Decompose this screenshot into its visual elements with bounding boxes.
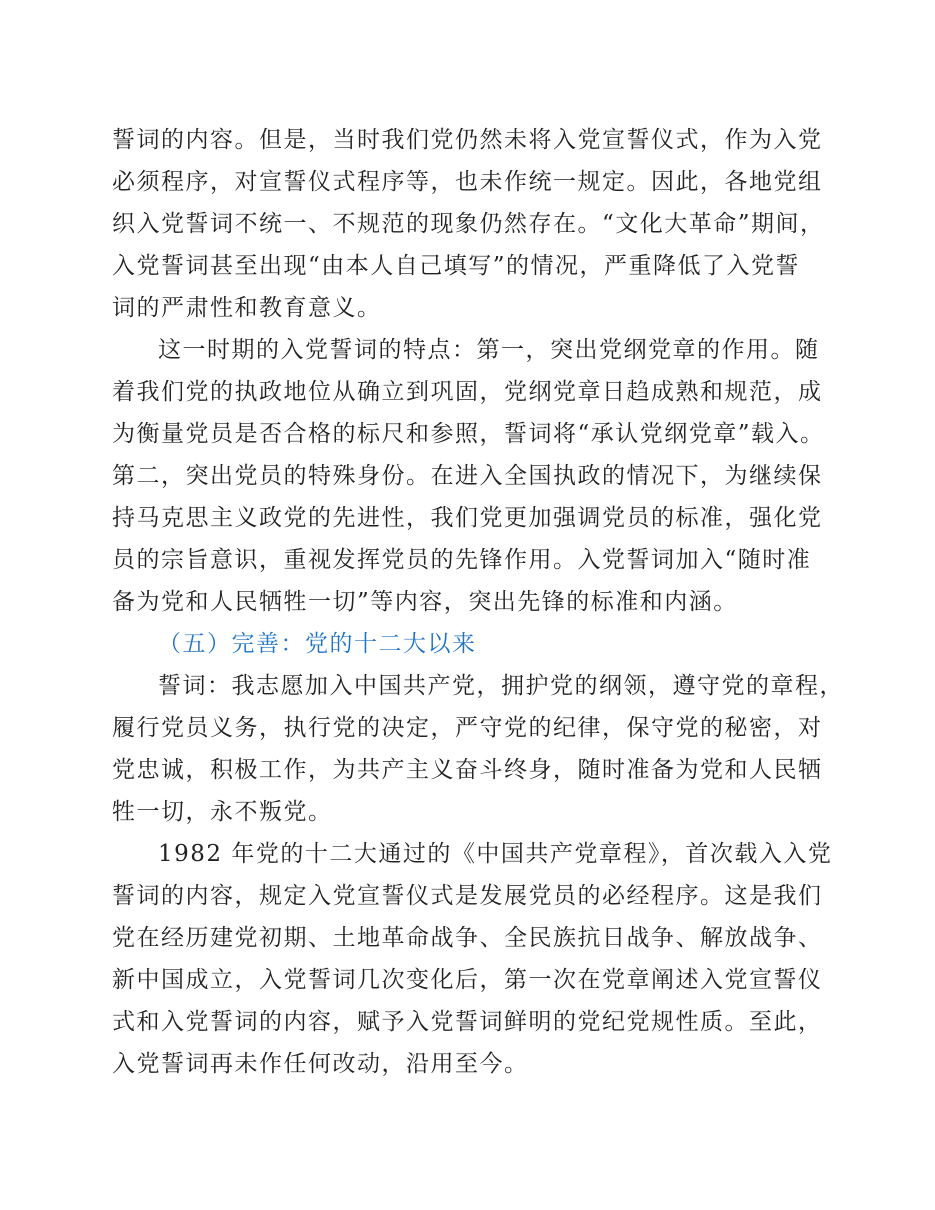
text-line: 新中国成立，入党誓词几次变化后，第一次在党章阐述入党宣誓仪 [112,967,823,993]
text-line: 必须程序，对宣誓仪式程序等，也未作统一规定。因此，各地党组 [112,169,823,195]
text-line: 誓词：我志愿加入中国共产党，拥护党的纲领，遵守党的章程， [158,673,844,699]
text-line: 员的宗旨意识，重视发挥党员的先锋作用。入党誓词加入“随时准 [112,547,812,573]
section-heading: （五）完善：党的十二大以来 [158,631,477,657]
text-line: 式和入党誓词的内容，赋予入党誓词鲜明的党纪党规性质。至此， [112,1009,823,1035]
text-line: 织入党誓词不统一、不规范的现象仍然存在。“文化大革命”期间， [112,211,825,237]
text-line: 备为党和人民牺牲一切”等内容，突出先锋的标准和内涵。 [112,589,738,615]
text-line: 持马克思主义政党的先进性，我们党更加强调党员的标准，强化党 [112,505,823,531]
text-line: 入党誓词再未作任何改动，沿用至今。 [112,1051,529,1077]
text-line: 着我们党的执政地位从确立到巩固，党纲党章日趋成熟和规范，成 [112,379,823,405]
text-line: 为衡量党员是否合格的标尺和参照，誓词将“承认党纲党章”载入。 [112,421,825,447]
text-line: 第二，突出党员的特殊身份。在进入全国执政的情况下，为继续保 [112,463,823,489]
text-line: 这一时期的入党誓词的特点：第一，突出党纲党章的作用。随 [158,337,820,363]
text-line: 誓词的内容。但是，当时我们党仍然未将入党宣誓仪式，作为入党 [112,127,823,153]
text-line: 党在经历建党初期、土地革命战争、全民族抗日战争、解放战争、 [112,925,823,951]
text-line: 党忠诚，积极工作，为共产主义奋斗终身，随时准备为党和人民牺 [112,757,823,783]
text-line: 词的严肃性和教育意义。 [112,295,382,321]
text-line: 履行党员义务，执行党的决定，严守党的纪律，保守党的秘密，对 [112,715,823,741]
text-line: 誓词的内容，规定入党宣誓仪式是发展党员的必经程序。这是我们 [112,883,823,909]
document-body [112,119,847,1085]
text-line: 入党誓词甚至出现“由本人自己填写”的情况，严重降低了入党誓 [112,253,801,279]
text-line: 1982 年党的十二大通过的《中国共产党章程》，首次载入入党 [158,841,833,867]
text-line: 牲一切，永不叛党。 [112,799,333,825]
